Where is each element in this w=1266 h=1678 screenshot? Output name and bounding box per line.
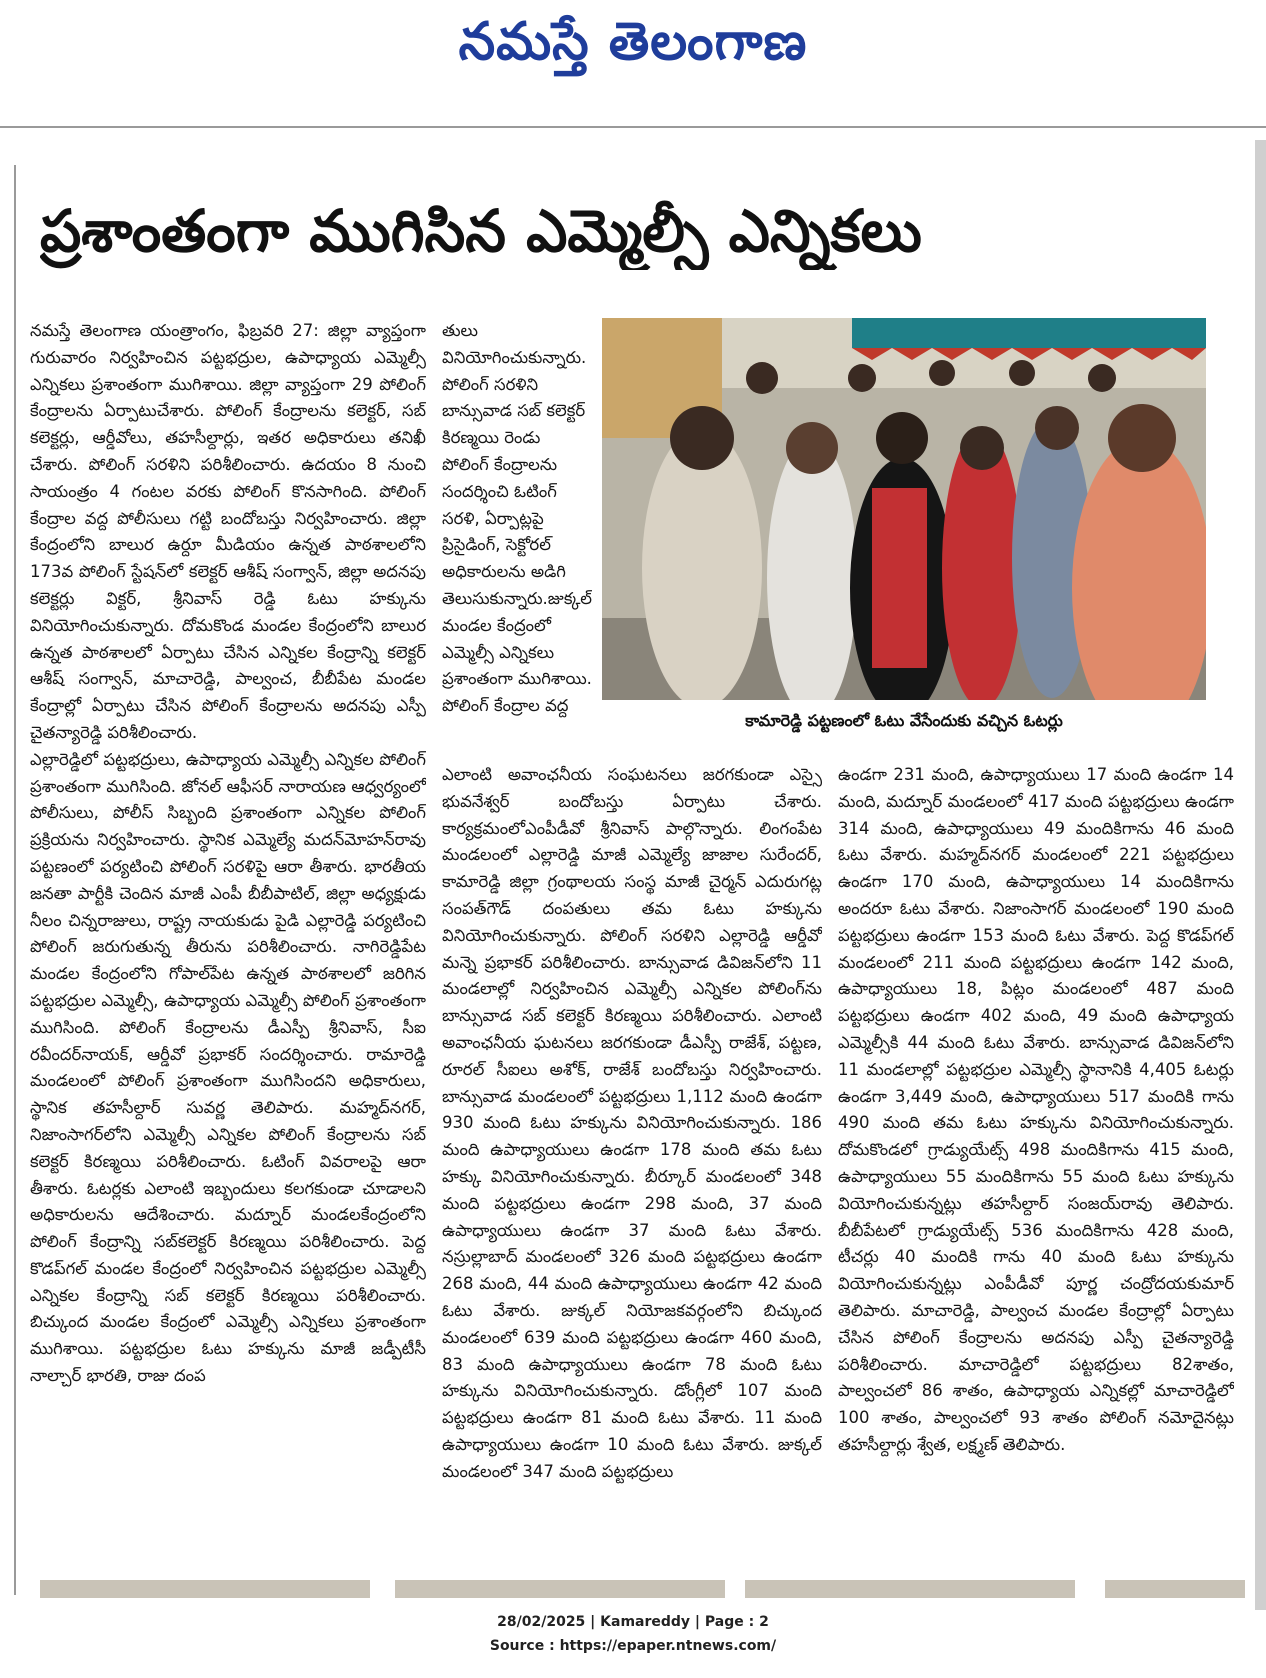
next-article-strip bbox=[1105, 1580, 1245, 1598]
left-column-rule bbox=[14, 165, 16, 1595]
article-column-2-top: తులు వినియోగించుకున్నారు. పోలింగ్ సరళిని బాన్సువాడ సబ్ కలెక్టర్ కిరణ్మయి రెండు పోలింగ్ కేంద్రాలను సందర్శించి ఓటింగ్ సరళి, ఏర్పాట్లపై ప్రిసైడింగ్, సెక్టోరల్ అధికారులను అడిగి తెలుసుకున్నారు.జుక్కల్ మండల కేంద్రంలో ఎమ్మెల్సీ ఎన్నికలు ప్రశాంతంగా ముగిశాయి. పోలింగ్ కేంద్రాల వద్ద bbox=[442, 321, 592, 716]
footer-source-line: Source : https://epaper.ntnews.com/ bbox=[489, 1638, 777, 1654]
article-column-3: ఉండగా 231 మంది, ఉపాధ్యాయులు 17 మంది ఉండగా 14 మంది, మద్నూర్ మండలంలో 417 మంది పట్టభద్రులు ఉండగా 314 మంది, ఉపాధ్యాయులు 49 మందికిగాను 46 మంది ఓటు వేశారు. మహ్మద్‌నగర్ మండలంలో 221 పట్టభద్రులు ఉండగా 170 మంది, ఉపాధ్యాయులు 14 మందికిగాను అందరూ ఓటు వేశారు. నిజాంసాగర్ మండలంలో 190 మంది పట్టభద్రులు ఉండగా 153 మంది ఓటు వేశారు. పెద్ద కొడప్‌గల్ మండలంలో 211 మంది పట్టభద్రులు ఉండగా 142 మంది, ఉపాధ్యాయులు 18, పిట్లం మండలంలో 487 మంది పట్టభద్రులు ఉండగా 402 మంది, 49 మంది ఉపాధ్యాయ ఎమ్మెల్సీకి 44 మంది ఓటు వేశారు. బాన్సువాడ డివిజన్‌లోని 11 మండలాల్లో పట్టభద్రుల ఎమ్మెల్సీ స్థానానికి 4,405 ఓటర్లు ఉండగా 3,449 మంది, ఉపాధ్యాయులు 517 మందికి గాను 490 మంది తమ ఓటు హక్కును వినియోగించుకున్నారు. దోమకొండలో గ్రాడ్యుయేట్స్ 498 మందికిగాను 415 మంది, ఉపాధ్యాయులు 55 మందికిగాను 55 మంది ఓటు హక్కును వియోగించుకున్నట్లు తహసీల్దార్ సంజయ్‌రావు తెలిపారు. బీబీపేటలో గ్రాడ్యుయేట్స్ 536 మందికిగాను 428 మంది, టీచర్లు 40 మందికి గాను 40 మంది ఓటు హక్కును వియోగించుకున్నట్లు ఎంపీడీవో పూర్ణ చంద్రోదయకుమార్ తెలిపారు. మాచారెడ్డి, పాల్వంచ మండల కేంద్రాల్లో ఏర్పాటు చేసిన పోలింగ్ కేంద్రాలను అదనపు ఎస్పీ చైతన్యారెడ్డి పరిశీలించారు. మాచారెడ్డిలో పట్టభద్రులు 82శాతం, పాల్వంచలో 86 శాతం, ఉపాధ్యాయ ఎన్నికల్లో మాచారెడ్డిలో 100 శాతం, పాల్వంచలో 93 శాతం పోలింగ్ నమోదైనట్లు తహసీల్దార్లు శ్వేత, లక్ష్మణ్ తెలిపారు. bbox=[838, 765, 1234, 1454]
article-column-1 bbox=[30, 318, 426, 1568]
adjacent-page-edge bbox=[1255, 140, 1266, 1610]
article-paragraph-1: నమస్తే తెలంగాణ యంత్రాంగం, ఫిబ్రవరి 27: జిల్లా వ్యాప్తంగా గురువారం నిర్వహించిన పట్టభద్రుల, ఉపాధ్యాయ ఎమ్మెల్సీ ఎన్నికలు ప్రశాంతంగా ముగిశాయి. జిల్లా వ్యాప్తంగా 29 పోలింగ్ కేంద్రాలను ఏర్పాటుచేశారు. పోలింగ్ కేంద్రాలను కలెక్టర్, సబ్ కలెక్టర్లు, ఆర్డీవోలు, తహసీల్దార్లు, ఇతర అధికారులు తనిఖీ చేశారు. పోలింగ్ సరళిని పరిశీలించారు. ఉదయం 8 నుంచి సాయంత్రం 4 గంటల వరకు పోలింగ్ కొనసాగింది. పోలింగ్ కేంద్రాల వద్ద పోలీసులు గట్టి బందోబస్తు నిర్వహించారు. జిల్లా కేంద్రంలోని బాలుర ఉర్దూ మీడియం ఉన్నత పాఠశాలలోని 173వ పోలింగ్ స్టేషన్‌లో కలెక్టర్ ఆశీష్ సంగ్వాన్, జిల్లా అదనపు కలెక్టర్లు విక్టర్, శ్రీనివాస్ రెడ్డి ఓటు హక్కును వినియోగించుకున్నారు. దోమకొండ మండల కేంద్రంలోని బాలుర ఉన్నత పాఠశాలలో ఏర్పాటు చేసిన ఎన్నికల కేంద్రాన్ని కలెక్టర్ ఆశీష్ సంగ్వాన్, మాచారెడ్డి, పాల్వంచ, బీబీపేట మండల కేంద్రాల్లో ఏర్పాటు చేసిన పోలింగ్ కేంద్రాలను అదనపు ఎస్పీ చైతన్యారెడ్డి పరిశీలించారు. bbox=[30, 321, 426, 742]
masthead-title: నమస్తే తెలంగాణ bbox=[458, 12, 808, 72]
masthead-divider bbox=[0, 126, 1266, 128]
next-article-strip bbox=[40, 1580, 370, 1598]
article-headline: ప్రశాంతంగా ముగిసిన ఎమ్మెల్సీ ఎన్నికలు bbox=[40, 197, 922, 265]
next-article-strip bbox=[395, 1580, 725, 1598]
photo-caption: కామారెడ్డి పట్టణంలో ఓటు వేసేందుకు వచ్చిన ఓటర్లు bbox=[745, 711, 1063, 730]
article-paragraph-2: ఎల్లారెడ్డిలో పట్టభద్రులు, ఉపాధ్యాయ ఎమ్మెల్సీ ఎన్నికల పోలింగ్ ప్రశాంతంగా ముగిసింది. జోనల్ ఆఫీసర్ నారాయణ ఆధ్వర్యంలో పోలీసులు, పోలీస్ సిబ్బంది ప్రశాంతంగా ఎన్నికల పోలింగ్ ప్రక్రియను నిర్వహించారు. స్థానిక ఎమ్మెల్యే మదన్‌మోహన్‌రావు పట్టణంలో పర్యటించి పోలింగ్ సరళిపై ఆరా తీశారు. భారతీయ జనతా పార్టీకి చెందిన మాజీ ఎంపీ బీబీపాటిల్, జిల్లా అధ్యక్షుడు నీలం చిన్నరాజులు, రాష్ట్ర నాయకుడు పైడి ఎల్లారెడ్డి పర్యటించి పోలింగ్ జరుగుతున్న తీరును పరిశీలించారు. నాగిరెడ్డిపేట మండల కేంద్రంలోని గోపాల్‌పేట ఉన్నత పాఠశాలలో జరిగిన పట్టభద్రుల ఎమ్మెల్సీ, ఉపాధ్యాయ ఎమ్మెల్సీ పోలింగ్ ప్రశాంతంగా ముగిసింది. పోలింగ్ కేంద్రాలను డీఎస్పీ శ్రీనివాస్, సీఐ రవీందర్‌నాయక్, ఆర్డీవో ప్రభాకర్ సందర్శించారు. రామారెడ్డి మండలంలో పోలింగ్ ప్రశాంతంగా ముగిసిందని అధికారులు, స్థానిక తహసీల్దార్ సువర్ణ తెలిపారు. మహ్మద్‌నగర్, నిజాంసాగర్‌లోని ఎమ్మెల్సీ ఎన్నికల పోలింగ్ కేంద్రాలను సబ్ కలెక్టర్ కిరణ్మయి పరిశీలించారు. ఓటింగ్ వివరాలపై ఆరా తీశారు. ఓటర్లకు ఎలాంటి ఇబ్బందులు కలగకుండా చూడాలని అధికారులను ఆదేశించారు. మద్నూర్ మండలకేంద్రంలోని పోలింగ్ కేంద్రాన్ని సబ్‌కలెక్టర్ కిరణ్మయి పరిశీలించారు. పెద్ద కొడప్‌గల్ మండల కేంద్రంలో నిర్వహించిన పట్టభద్రుల ఎమ్మెల్సీ ఎన్నికల కేంద్రాన్ని సబ్ కలెక్టర్ కిరణ్మయి పరిశీలించారు. బిచ్కుంద మండల కేంద్రంలో ఎమ్మెల్సీ ఎన్నికలు ప్రశాంతంగా ముగిశాయి. పట్టభద్రుల ఓటు హక్కును మాజీ జడ్పీటీసీ నాల్చార్ భారతి, రాజు దంప bbox=[30, 749, 426, 1386]
voters-queue-photo bbox=[602, 318, 1206, 700]
masthead bbox=[0, 0, 1266, 128]
next-article-strip bbox=[745, 1580, 1075, 1598]
footer-date-line: 28/02/2025 | Kamareddy | Page : 2 bbox=[497, 1614, 769, 1630]
article-column-2-bottom: ఎలాంటి అవాంఛనీయ సంఘటనలు జరగకుండా ఎస్సై భువనేశ్వర్ బందోబస్తు ఏర్పాటు చేశారు. కార్యక్రమంలోఎంపీడీవో శ్రీనివాస్ పాల్గొన్నారు. లింగంపేట మండలంలో ఎల్లారెడ్డి మాజీ ఎమ్మెల్యే జాజాల సురేందర్, కామారెడ్డి జిల్లా గ్రంథాలయ సంస్థ మాజీ చైర్మన్ ఎదురుగట్ల సంపత్‌గౌడ్ దంపతులు తమ ఓటు హక్కును వినియోగించుకున్నారు. పోలింగ్ సరళిని ఎల్లారెడ్డి ఆర్డీవో మన్నె ప్రభాకర్ పరిశీలించారు. బాన్సువాడ డివిజన్‌లోని 11 మండలాల్లో నిర్వహించిన ఎమ్మెల్సీ ఎన్నికల పోలింగ్‌ను బాన్సువాడ సబ్ కలెక్టర్ కిరణ్మయి పరిశీలించారు. ఎలాంటి అవాంఛనీయ ఘటనలు జరగకుండా డీఎస్పీ రాజేశ్, పట్టణ, రూరల్ సీఐలు అశోక్, రాజేశ్ బందోబస్తు నిర్వహించారు. బాన్సువాడ మండలంలో పట్టభద్రులు 1,112 మంది ఉండగా 930 మంది ఓటు హక్కును వినియోగించుకున్నారు. 186 మంది ఉపాధ్యాయులు ఉండగా 178 మంది తమ ఓటు హక్కు వినియోగించుకున్నారు. బీర్కూర్ మండలంలో 348 మంది పట్టభద్రులు ఉండగా 298 మంది, 37 మంది ఉపాధ్యాయులు ఉండగా 37 మంది ఓటు వేశారు. నస్రుల్లాబాద్ మండలంలో 326 మంది పట్టభద్రులు ఉండగా 268 మంది, 44 మంది ఉపాధ్యాయులు ఉండగా 42 మంది ఓటు వేశారు. జుక్కల్ నియోజకవర్గంలోని బిచ్కుంద మండలంలో 639 మంది పట్టభద్రులు ఉండగా 460 మంది, 83 మంది ఉపాధ్యాయులు ఉండగా 78 మంది ఓటు హక్కును వినియోగించుకున్నారు. డోంగ్లీలో 107 మంది పట్టభద్రులు ఉండగా 81 మంది ఓటు వేశారు. 11 మంది ఉపాధ్యాయులు ఉండగా 10 మంది ఓటు వేశారు. జుక్కల్ మండలంలో 347 మంది పట్టభద్రులు bbox=[442, 765, 822, 1481]
